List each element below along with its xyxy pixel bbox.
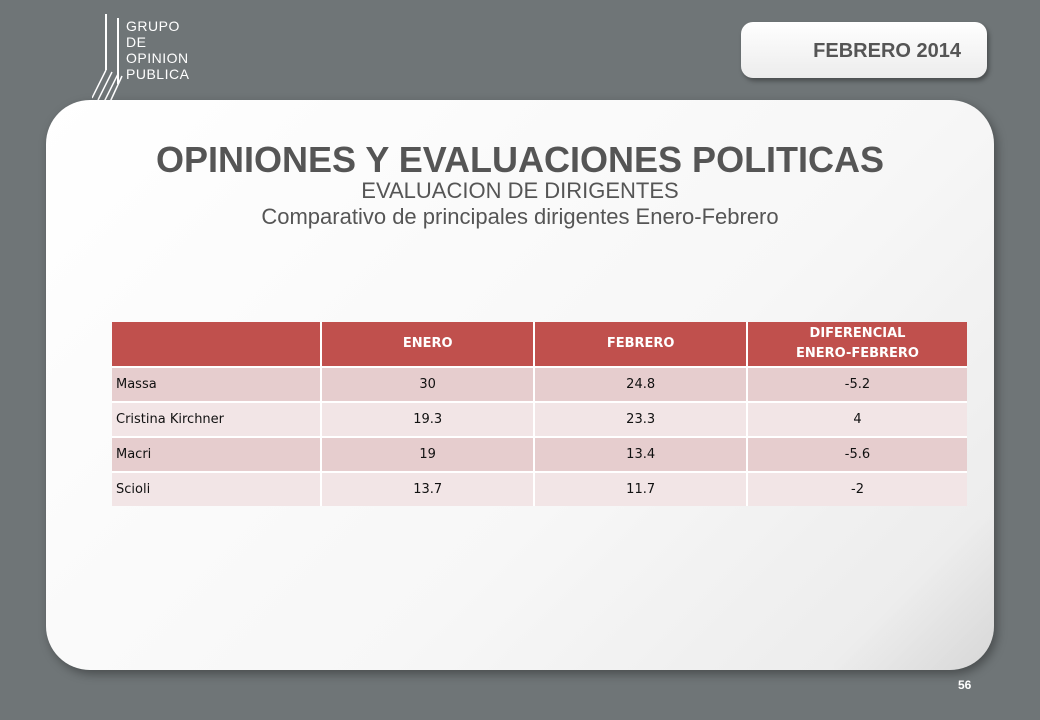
logo-line-4: PUBLICA [126,66,190,82]
header-enero: ENERO [321,322,534,367]
date-tab [741,22,987,78]
header-diferencial-line1: DIFERENCIAL [809,326,906,341]
cell-name: Massa [112,367,321,402]
cell-diferencial: -5.2 [747,367,967,402]
cell-enero: 19 [321,437,534,472]
table-row [112,402,967,437]
header-name [112,322,321,367]
slide-subtitle-secondary: Comparativo de principales dirigentes Enero-Febrero [261,204,779,229]
cell-febrero: 23.3 [534,402,747,437]
logo-lines-icon [92,14,126,104]
logo-line-1: GRUPO [126,18,180,34]
cell-diferencial: -5.6 [747,437,967,472]
slide-subtitle: EVALUACION DE DIRIGENTES [361,178,679,203]
logo-line-2: DE [126,34,147,50]
cell-enero: 19.3 [321,402,534,437]
table-row [112,437,967,472]
slide-title: OPINIONES Y EVALUACIONES POLITICAS [155,139,885,180]
comparison-table [112,322,967,506]
logo-line-3: OPINION [126,50,189,66]
header-diferencial-line2: ENERO-FEBRERO [796,346,919,361]
cell-diferencial: 4 [747,402,967,437]
table-row [112,472,967,506]
cell-name: Cristina Kirchner [112,402,321,437]
cell-febrero: 11.7 [534,472,747,506]
page-number: 56 [958,678,972,692]
cell-diferencial: -2 [747,472,967,506]
cell-enero: 13.7 [321,472,534,506]
logo-text [126,18,189,82]
table-header-row [112,322,967,367]
header-febrero: FEBRERO [534,322,747,367]
cell-name: Scioli [112,472,321,506]
logo [92,14,212,104]
cell-name: Macri [112,437,321,472]
cell-febrero: 24.8 [534,367,747,402]
cell-enero: 30 [321,367,534,402]
table-row [112,367,967,402]
header-diferencial [747,322,967,367]
date-label: FEBRERO 2014 [813,40,961,62]
cell-febrero: 13.4 [534,437,747,472]
